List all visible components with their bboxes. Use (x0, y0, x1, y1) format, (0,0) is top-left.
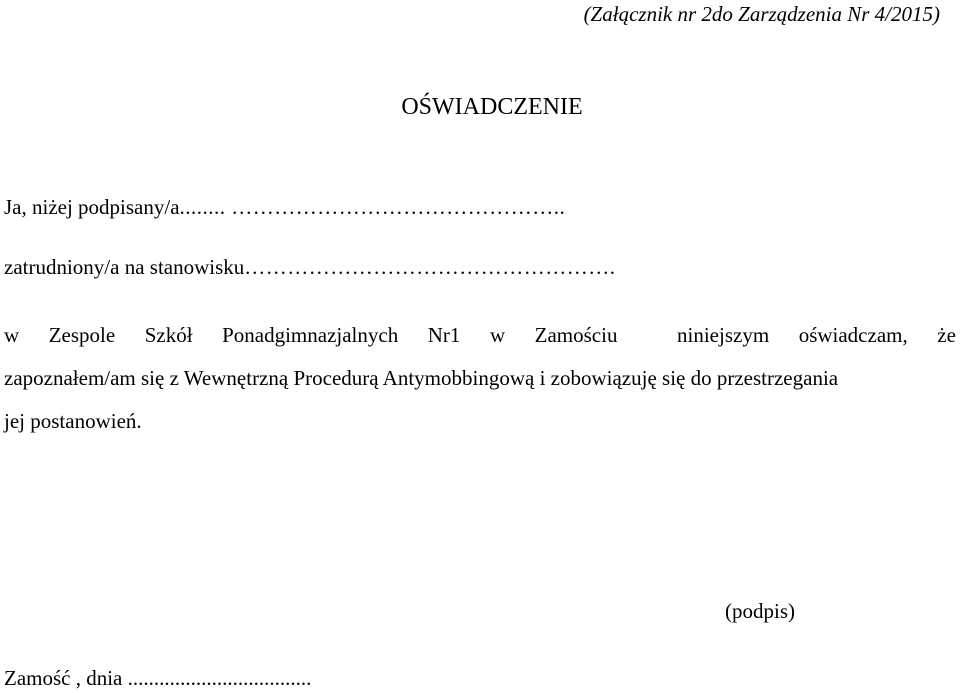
statement-word: niniejszym (677, 323, 770, 347)
declarant-line (4, 197, 565, 218)
page-title: OŚWIADCZENIE (401, 94, 583, 120)
statement-line-2: zapoznałem/am się z Wewnętrzną Procedurą Antymobbingową i zobowiązuję się do przestrzegania (4, 366, 839, 390)
position-line (4, 257, 616, 278)
statement-word: że (937, 323, 956, 347)
position-label: zatrudniony/a na stanowisku (4, 255, 245, 279)
statement-word: w (4, 323, 20, 347)
statement-word: Szkół (144, 323, 193, 347)
statement-line-1 (4, 325, 956, 346)
statement-word: Zamościu (534, 323, 618, 347)
statement-word: w (489, 323, 506, 347)
place-date-line[interactable]: Zamość , dnia ................................... (4, 666, 312, 690)
declarant-fill-field[interactable]: ........ ……………………………………….. (179, 195, 566, 219)
statement-word: Nr1 (427, 323, 461, 347)
statement-word: oświadczam, (798, 323, 908, 347)
statement-word: Zespole (48, 323, 116, 347)
declarant-label: Ja, niżej podpisany/a (4, 195, 180, 219)
statement-line-3: jej postanowień. (4, 409, 142, 433)
position-fill-field[interactable]: ……………………………………………. (244, 255, 616, 279)
attachment-note: (Załącznik nr 2do Zarządzenia Nr 4/2015) (583, 2, 940, 26)
statement-word: Ponadgimnazjalnych (222, 323, 399, 347)
signature-label: (podpis) (725, 599, 795, 623)
